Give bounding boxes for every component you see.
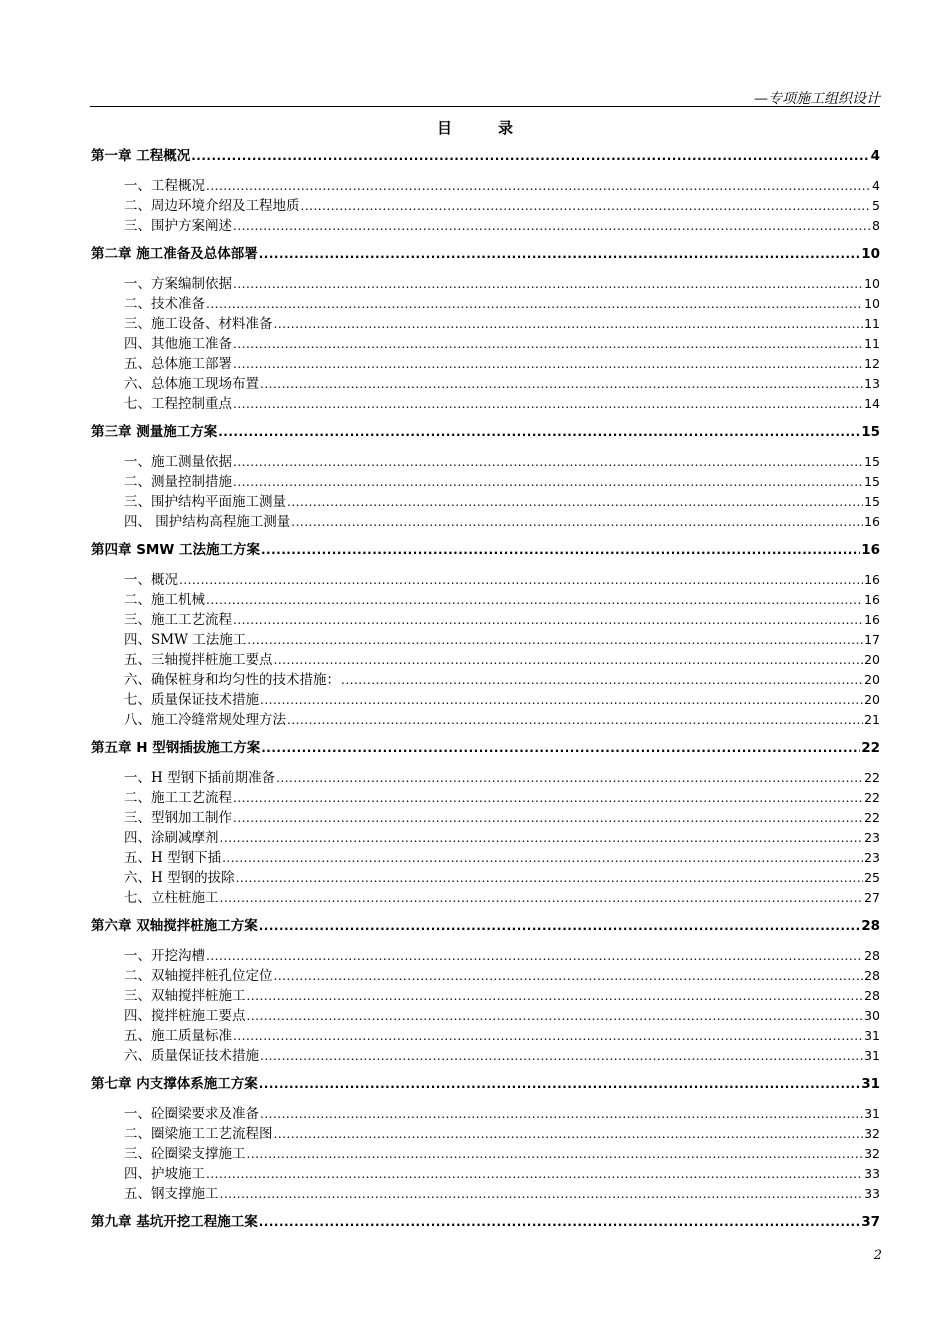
- toc-title-part2: 录: [498, 119, 514, 137]
- toc-section-title: 二、测量控制措施: [124, 474, 232, 490]
- toc-section-page: 32: [864, 1126, 880, 1141]
- dot-leader: [260, 374, 863, 394]
- header-rule: [90, 106, 880, 107]
- toc-section-page: 31: [864, 1106, 880, 1121]
- toc-section-title: 四、SMW 工法施工: [124, 632, 247, 648]
- dot-leader: [259, 1212, 861, 1232]
- toc-section-page: 16: [864, 572, 880, 587]
- toc-section[interactable]: [91, 610, 880, 630]
- toc-chapter-group: [91, 916, 880, 1066]
- toc-section-page: 25: [864, 870, 880, 885]
- toc-section-page: 31: [864, 1028, 880, 1043]
- toc-section[interactable]: [91, 294, 880, 314]
- dot-leader: [259, 244, 861, 264]
- toc-section-title: 二、施工机械: [124, 592, 205, 608]
- dot-leader: [301, 196, 872, 216]
- dot-leader: [233, 610, 863, 630]
- toc-section-title: 五、总体施工部署: [124, 356, 232, 372]
- toc-section-page: 33: [864, 1186, 880, 1201]
- toc-chapter-page: 22: [861, 740, 880, 756]
- toc-section-page: 4: [872, 178, 880, 193]
- dot-leader: [291, 512, 863, 532]
- toc-chapter[interactable]: [91, 146, 880, 166]
- toc-section[interactable]: [91, 670, 880, 690]
- toc-section[interactable]: [91, 888, 880, 908]
- toc-section-page: 22: [864, 790, 880, 805]
- toc-section[interactable]: [91, 1184, 880, 1204]
- toc-section[interactable]: [91, 274, 880, 294]
- dot-leader: [233, 334, 863, 354]
- toc-section-page: 23: [864, 850, 880, 865]
- toc-section-page: 21: [864, 712, 880, 727]
- toc-section-title: 八、施工冷缝常规处理方法: [124, 712, 286, 728]
- toc-chapter-group: [91, 738, 880, 908]
- dot-leader: [274, 966, 864, 986]
- toc-section-page: 30: [864, 1008, 880, 1023]
- dot-leader: [341, 670, 863, 690]
- dot-leader: [287, 492, 863, 512]
- toc-section-page: 15: [864, 454, 880, 469]
- dot-leader: [247, 1144, 864, 1164]
- toc-chapter-page: 28: [861, 918, 880, 934]
- toc-section[interactable]: [91, 590, 880, 610]
- toc-section-page: 28: [864, 968, 880, 983]
- dot-leader: [233, 788, 863, 808]
- toc-title: [0, 117, 950, 138]
- toc-section[interactable]: [91, 868, 880, 888]
- toc-section-title: 六、H 型钢的拔除: [124, 870, 235, 886]
- toc-chapter[interactable]: [91, 738, 880, 758]
- toc-section-title: 一、方案编制依据: [124, 276, 232, 292]
- toc-section-title: 二、双轴搅拌桩孔位定位: [124, 968, 273, 984]
- toc-section[interactable]: [91, 1026, 880, 1046]
- toc-chapter-title: 第六章 双轴搅拌桩施工方案: [91, 918, 258, 934]
- toc-title-part1: 目: [436, 119, 452, 137]
- dot-leader: [206, 590, 863, 610]
- toc-chapter-page: 15: [861, 424, 880, 440]
- dot-leader: [233, 274, 863, 294]
- toc-section-page: 17: [864, 632, 880, 647]
- toc-section-title: 一、H 型钢下插前期准备: [124, 770, 276, 786]
- toc-section-page: 27: [864, 890, 880, 905]
- toc-section[interactable]: [91, 452, 880, 472]
- toc-section[interactable]: [91, 630, 880, 650]
- toc-chapter-group: [91, 1074, 880, 1204]
- toc-chapter-title: 第七章 内支撑体系施工方案: [91, 1076, 258, 1092]
- toc-section[interactable]: [91, 570, 880, 590]
- dot-leader: [276, 768, 863, 788]
- toc-section-title: 三、围护结构平面施工测量: [124, 494, 286, 510]
- dot-leader: [261, 540, 860, 560]
- toc-section[interactable]: [91, 374, 880, 394]
- dot-leader: [247, 630, 863, 650]
- dot-leader: [259, 1074, 861, 1094]
- toc-section-page: 11: [864, 316, 880, 331]
- toc-section-title: 一、开挖沟槽: [124, 948, 205, 964]
- toc-section-page: 20: [864, 652, 880, 667]
- dot-leader: [233, 216, 871, 236]
- dot-leader: [233, 808, 863, 828]
- toc-section-title: 四、护坡施工: [124, 1166, 205, 1182]
- toc-section[interactable]: [91, 216, 880, 236]
- toc-section-title: 三、施工设备、材料准备: [124, 316, 273, 332]
- toc-section-page: 15: [864, 474, 880, 489]
- dot-leader: [236, 868, 864, 888]
- dot-leader: [222, 848, 863, 868]
- toc-chapter-group: [91, 422, 880, 532]
- running-header: —专项施工组织设计: [754, 91, 880, 107]
- dot-leader: [274, 650, 864, 670]
- toc-chapter[interactable]: [91, 540, 880, 560]
- toc-section-title: 四、涂刷减摩剂: [124, 830, 219, 846]
- toc-section-page: 5: [872, 198, 880, 213]
- toc-section[interactable]: [91, 690, 880, 710]
- toc-section-page: 22: [864, 770, 880, 785]
- toc-section-title: 三、双轴搅拌桩施工: [124, 988, 246, 1004]
- toc-chapter-title: 第二章 施工准备及总体部署: [91, 246, 258, 262]
- dot-leader: [191, 146, 869, 166]
- dot-leader: [274, 314, 864, 334]
- toc-section-title: 二、施工工艺流程: [124, 790, 232, 806]
- toc-section-title: 六、确保桩身和均匀性的技术措施：: [124, 672, 340, 688]
- toc-section-page: 16: [864, 612, 880, 627]
- dot-leader: [220, 888, 864, 908]
- toc-section[interactable]: [91, 788, 880, 808]
- toc-section-page: 20: [864, 692, 880, 707]
- toc-section-title: 四、其他施工准备: [124, 336, 232, 352]
- toc-section[interactable]: [91, 1164, 880, 1184]
- toc-section-title: 五、钢支撑施工: [124, 1186, 219, 1202]
- dot-leader: [274, 1124, 864, 1144]
- toc-chapter-title: 第五章 H 型钢插拔施工方案: [91, 740, 261, 756]
- dot-leader: [206, 176, 871, 196]
- toc-section-page: 11: [864, 336, 880, 351]
- toc-section-title: 七、质量保证技术措施: [124, 692, 259, 708]
- toc-chapter-title: 第三章 测量施工方案: [91, 424, 218, 440]
- toc-section[interactable]: [91, 650, 880, 670]
- dot-leader: [206, 294, 863, 314]
- dot-leader: [206, 946, 863, 966]
- dot-leader: [260, 1104, 863, 1124]
- toc-section[interactable]: [91, 354, 880, 374]
- toc-chapter-page: 37: [861, 1214, 880, 1230]
- toc-section-page: 10: [864, 296, 880, 311]
- table-of-contents: [91, 146, 880, 1242]
- toc-section[interactable]: [91, 1144, 880, 1164]
- toc-chapter-title: 第九章 基坑开挖工程施工案: [91, 1214, 258, 1230]
- toc-section[interactable]: [91, 1104, 880, 1124]
- toc-section-page: 10: [864, 276, 880, 291]
- toc-section[interactable]: [91, 808, 880, 828]
- dot-leader: [287, 710, 863, 730]
- dot-leader: [247, 1006, 864, 1026]
- toc-section-page: 28: [864, 988, 880, 1003]
- toc-section-title: 五、三轴搅拌桩施工要点: [124, 652, 273, 668]
- toc-section[interactable]: [91, 196, 880, 216]
- toc-section[interactable]: [91, 768, 880, 788]
- toc-section-title: 三、砼圈梁支撑施工: [124, 1146, 246, 1162]
- toc-section[interactable]: [91, 492, 880, 512]
- toc-section-title: 三、施工工艺流程: [124, 612, 232, 628]
- toc-chapter-group: [91, 244, 880, 414]
- toc-section-page: 16: [864, 514, 880, 529]
- toc-section-page: 13: [864, 376, 880, 391]
- toc-section-title: 七、立柱桩施工: [124, 890, 219, 906]
- toc-section-title: 一、砼圈梁要求及准备: [124, 1106, 259, 1122]
- toc-section[interactable]: [91, 512, 880, 532]
- toc-section-title: 一、概况: [124, 572, 178, 588]
- toc-chapter-page: 16: [861, 542, 880, 558]
- dot-leader: [247, 986, 864, 1006]
- toc-section-page: 12: [864, 356, 880, 371]
- toc-chapter[interactable]: [91, 1074, 880, 1094]
- toc-section-page: 23: [864, 830, 880, 845]
- toc-chapter-title: 第一章 工程概况: [91, 148, 191, 164]
- toc-section[interactable]: [91, 986, 880, 1006]
- toc-chapter-title: 第四章 SMW 工法施工方案: [91, 542, 260, 558]
- toc-section-page: 33: [864, 1166, 880, 1181]
- toc-section-title: 四、搅拌桩施工要点: [124, 1008, 246, 1024]
- toc-chapter-group: [91, 540, 880, 730]
- toc-section[interactable]: [91, 828, 880, 848]
- toc-section[interactable]: [91, 1124, 880, 1144]
- toc-section-page: 32: [864, 1146, 880, 1161]
- toc-section[interactable]: [91, 334, 880, 354]
- toc-section-title: 四、 围护结构高程施工测量: [124, 514, 291, 530]
- dot-leader: [206, 1164, 863, 1184]
- toc-section-page: 14: [864, 396, 880, 411]
- dot-leader: [260, 1046, 863, 1066]
- toc-section[interactable]: [91, 1006, 880, 1026]
- toc-chapter-page: 31: [861, 1076, 880, 1092]
- toc-section-page: 31: [864, 1048, 880, 1063]
- toc-chapter-page: 10: [861, 246, 880, 262]
- dot-leader: [179, 570, 863, 590]
- dot-leader: [220, 828, 864, 848]
- toc-section-page: 15: [864, 494, 880, 509]
- toc-section[interactable]: [91, 946, 880, 966]
- dot-leader: [233, 1026, 863, 1046]
- toc-section-page: 16: [864, 592, 880, 607]
- toc-section-title: 五、施工质量标准: [124, 1028, 232, 1044]
- toc-section[interactable]: [91, 966, 880, 986]
- toc-section[interactable]: [91, 848, 880, 868]
- dot-leader: [218, 422, 860, 442]
- dot-leader: [233, 354, 863, 374]
- toc-section[interactable]: [91, 314, 880, 334]
- toc-section-page: 28: [864, 948, 880, 963]
- toc-section[interactable]: [91, 710, 880, 730]
- toc-section-title: 七、工程控制重点: [124, 396, 232, 412]
- toc-chapter-group: [91, 146, 880, 236]
- toc-section-title: 二、周边环境介绍及工程地质: [124, 198, 300, 214]
- dot-leader: [260, 690, 863, 710]
- toc-chapter[interactable]: [91, 1212, 880, 1232]
- dot-leader: [220, 1184, 864, 1204]
- toc-chapter[interactable]: [91, 422, 880, 442]
- toc-section[interactable]: [91, 1046, 880, 1066]
- toc-section-title: 六、总体施工现场布置: [124, 376, 259, 392]
- toc-chapter[interactable]: [91, 244, 880, 264]
- toc-section-page: 22: [864, 810, 880, 825]
- dot-leader: [233, 394, 863, 414]
- dot-leader: [261, 738, 860, 758]
- toc-section[interactable]: [91, 472, 880, 492]
- toc-section-title: 六、质量保证技术措施: [124, 1048, 259, 1064]
- toc-section-title: 二、技术准备: [124, 296, 205, 312]
- toc-section-page: 8: [872, 218, 880, 233]
- dot-leader: [233, 472, 863, 492]
- toc-section-title: 三、型钢加工制作: [124, 810, 232, 826]
- toc-section[interactable]: [91, 394, 880, 414]
- toc-chapter[interactable]: [91, 916, 880, 936]
- toc-chapter-page: 4: [870, 148, 880, 164]
- toc-section-title: 二、圈梁施工工艺流程图: [124, 1126, 273, 1142]
- toc-chapter-group: [91, 1212, 880, 1232]
- toc-section-title: 五、H 型钢下插: [124, 850, 222, 866]
- toc-section-title: 三、围护方案阐述: [124, 218, 232, 234]
- page-number: 2: [873, 1248, 882, 1263]
- toc-section-title: 一、工程概况: [124, 178, 205, 194]
- dot-leader: [233, 452, 863, 472]
- dot-leader: [259, 916, 861, 936]
- toc-section-title: 一、施工测量依据: [124, 454, 232, 470]
- toc-section[interactable]: [91, 176, 880, 196]
- toc-section-page: 20: [864, 672, 880, 687]
